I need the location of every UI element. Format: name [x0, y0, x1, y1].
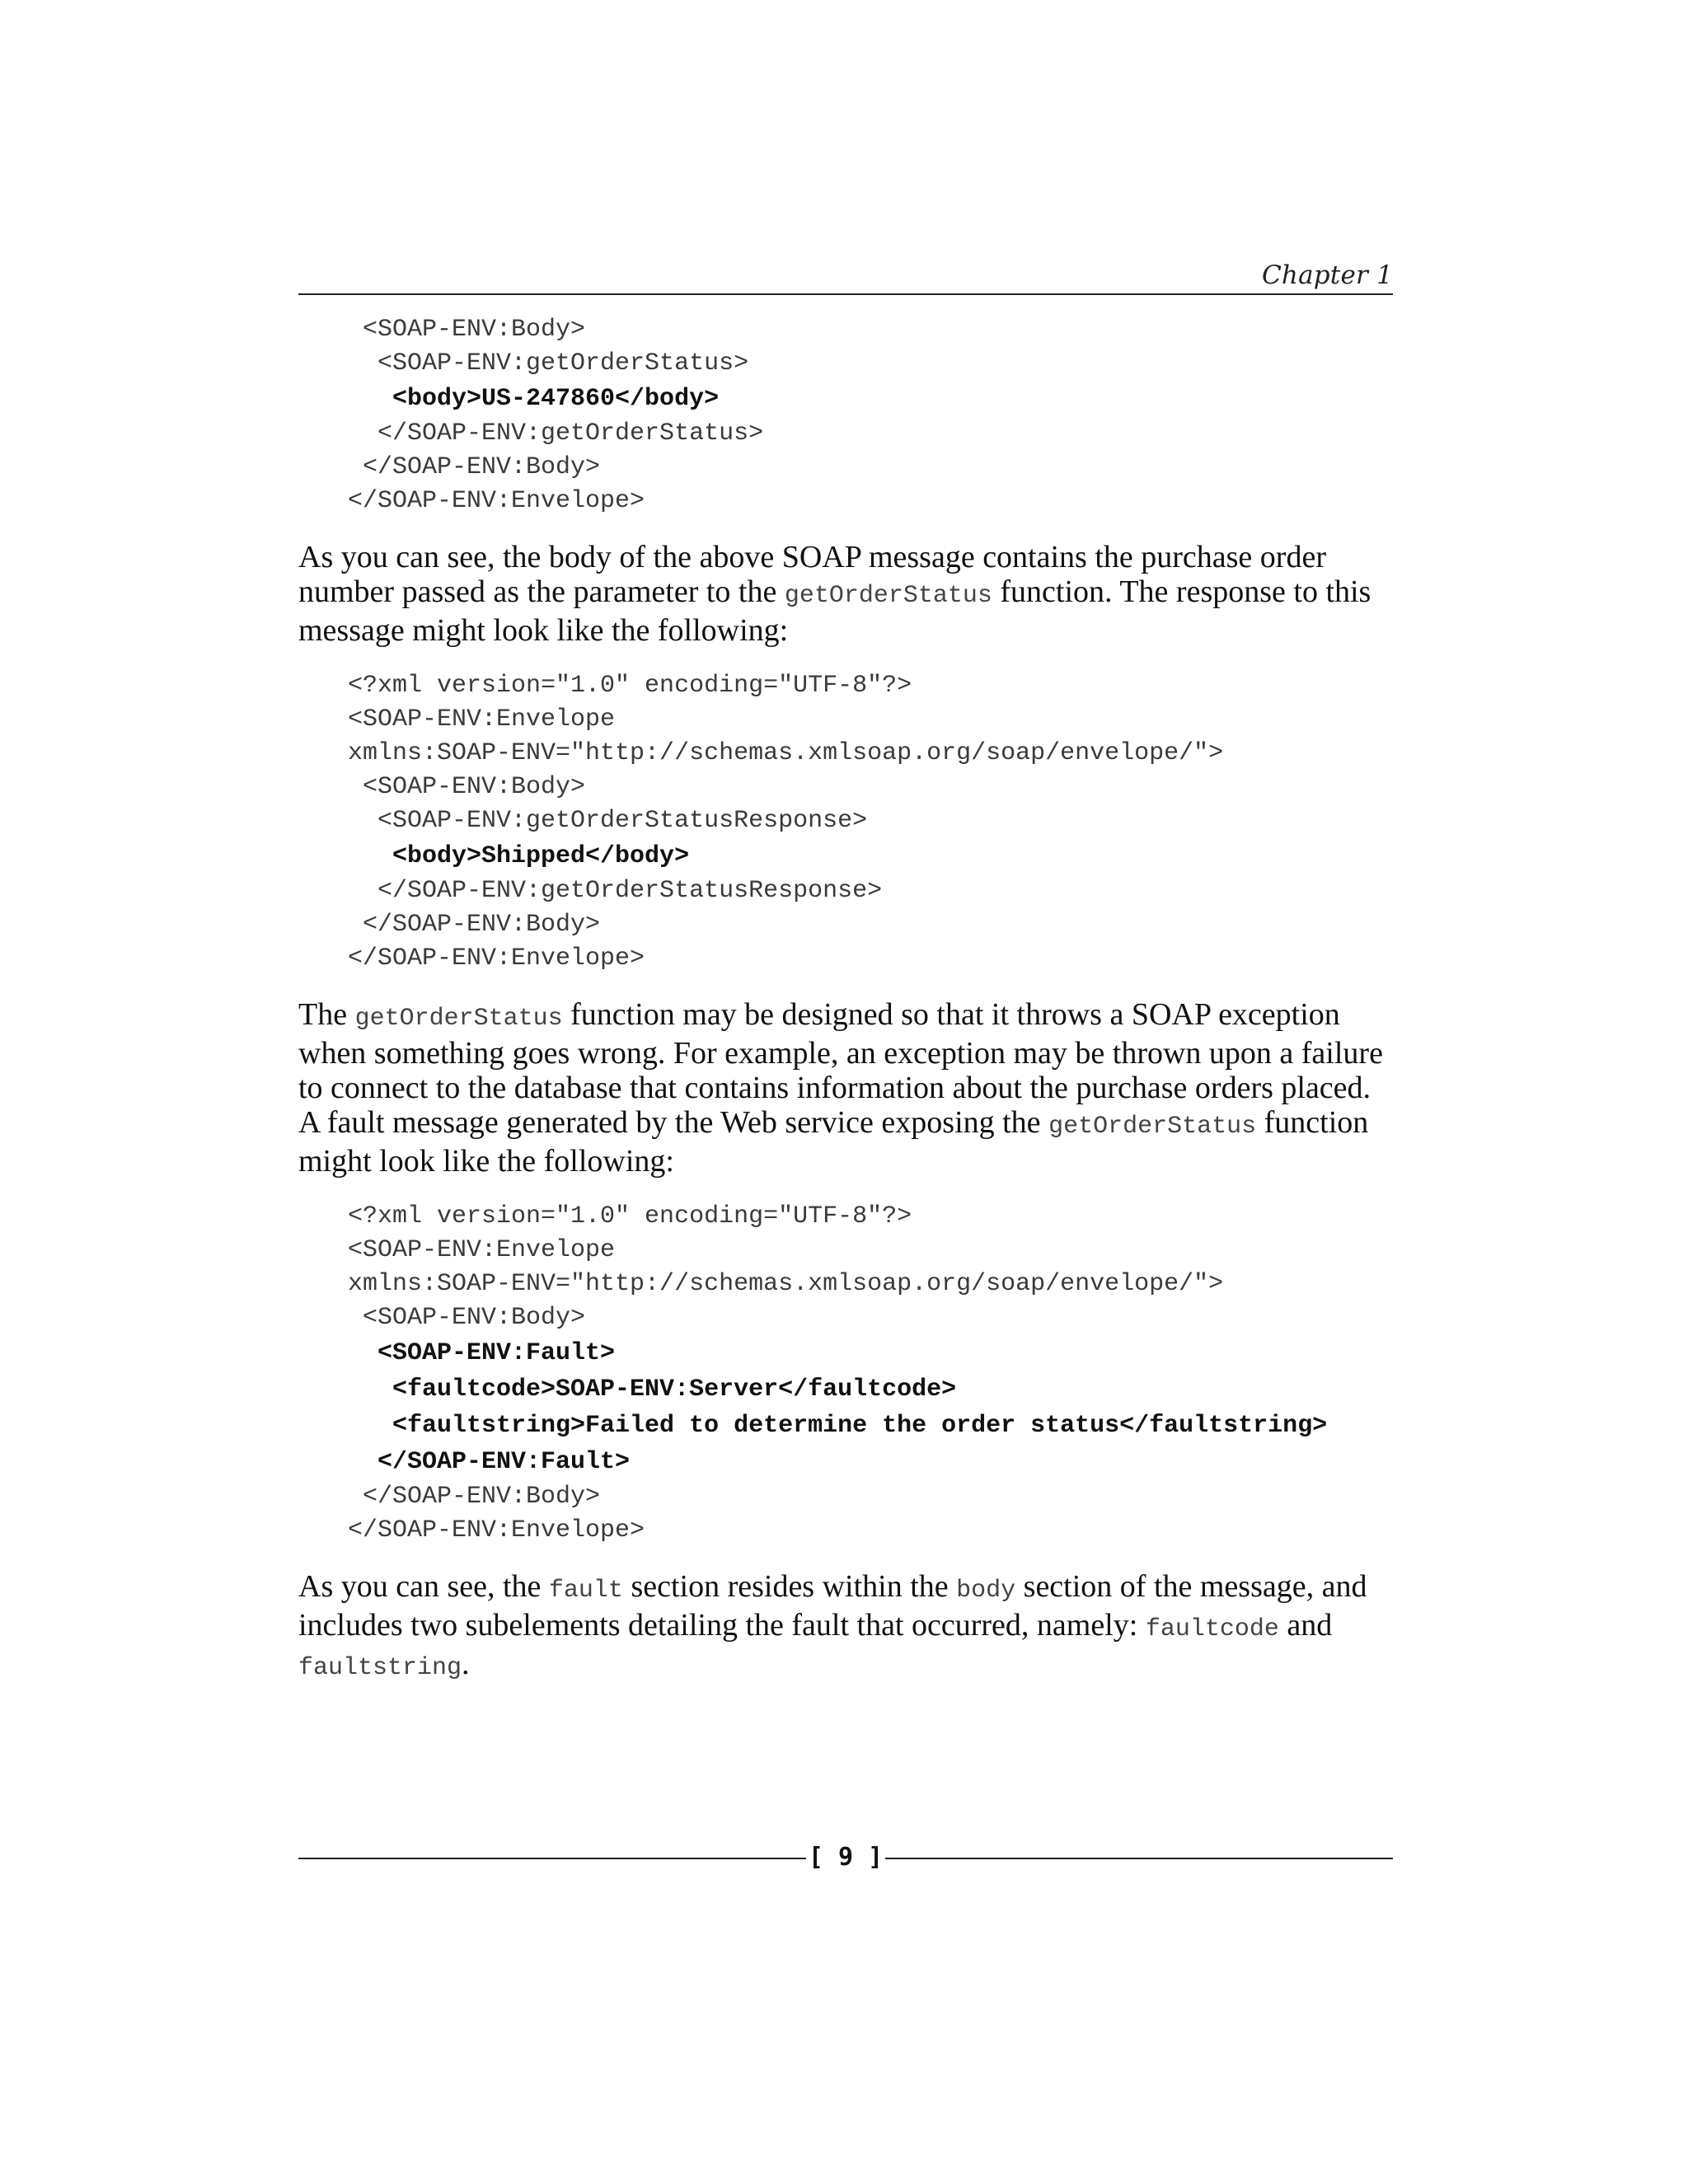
- inline-code: body: [956, 1577, 1016, 1605]
- text: As you can see, the body of the above SOAP message contains the purchase order number passed as the parameter to the: [298, 540, 1326, 609]
- header-rule: [298, 293, 1393, 295]
- code-line: <SOAP-ENV:getOrderStatusResponse>: [348, 807, 868, 835]
- code-line-highlighted: <faultcode>SOAP-ENV:Server</faultcode>: [348, 1376, 957, 1404]
- code-line: <SOAP-ENV:Body>: [348, 773, 586, 801]
- code-line: <SOAP-ENV:Envelope: [348, 705, 616, 733]
- page-footer: [298, 1841, 1393, 1874]
- footer-rule-left: [298, 1858, 806, 1859]
- code-line: </SOAP-ENV:getOrderStatusResponse>: [348, 877, 883, 905]
- code-line: <?xml version="1.0" encoding="UTF-8"?>: [348, 1202, 912, 1230]
- footer-rule-right: [885, 1858, 1393, 1859]
- page-number: [ 9 ]: [808, 1843, 884, 1872]
- code-line: <SOAP-ENV:Envelope: [348, 1236, 616, 1264]
- code-line-highlighted: <body>US-247860</body>: [348, 385, 720, 413]
- text: .: [462, 1647, 470, 1681]
- text: As you can see, the: [298, 1569, 549, 1604]
- page-content: [298, 313, 1393, 1685]
- code-block-request-body: [298, 313, 1393, 518]
- text: section of the message, and includes two subelements detailing the fault that occurred, namely:: [298, 1569, 1367, 1643]
- book-page: [298, 0, 1393, 2184]
- code-line: <SOAP-ENV:Body>: [348, 1304, 586, 1332]
- inline-code: faultstring: [298, 1654, 462, 1682]
- code-line: </SOAP-ENV:getOrderStatus>: [348, 419, 764, 448]
- code-line: </SOAP-ENV:Envelope>: [348, 487, 645, 515]
- inline-code: faultcode: [1145, 1615, 1279, 1643]
- text: The: [298, 997, 355, 1032]
- code-line-highlighted: <SOAP-ENV:Fault>: [348, 1339, 616, 1367]
- code-line: </SOAP-ENV:Body>: [348, 453, 601, 481]
- text: section resides within the: [622, 1569, 957, 1604]
- text: function may be designed so that it throws a SOAP exception when something goes wrong. For example, an exception may be thrown upon a failure to connect to the database that contains information about the purchase orders placed. A fault message generated by the Web service exposing the: [298, 997, 1383, 1140]
- code-line-highlighted: <faultstring>Failed to determine the order status</faultstring>: [348, 1412, 1328, 1440]
- inline-code: getOrderStatus: [784, 582, 992, 610]
- code-line: <?xml version="1.0" encoding="UTF-8"?>: [348, 672, 912, 700]
- code-block-response: [298, 669, 1393, 976]
- code-line: <SOAP-ENV:Body>: [348, 316, 586, 344]
- inline-code: fault: [548, 1577, 623, 1605]
- running-head: Chapter 1: [1261, 260, 1393, 290]
- text: function. The response to this message might look like the following:: [298, 574, 1372, 648]
- paragraph-request-explanation: [298, 540, 1393, 648]
- code-block-fault: [298, 1200, 1393, 1548]
- code-line: xmlns:SOAP-ENV="http://schemas.xmlsoap.org/soap/envelope/">: [348, 739, 1224, 767]
- code-line: </SOAP-ENV:Envelope>: [348, 944, 645, 972]
- code-line: <SOAP-ENV:getOrderStatus>: [348, 349, 749, 377]
- code-line-highlighted: </SOAP-ENV:Fault>: [348, 1448, 631, 1476]
- paragraph-exception-explanation: [298, 997, 1393, 1179]
- code-line: </SOAP-ENV:Body>: [348, 911, 601, 939]
- code-line-highlighted: <body>Shipped</body>: [348, 842, 690, 870]
- inline-code: getOrderStatus: [354, 1005, 563, 1033]
- text: and: [1278, 1608, 1333, 1643]
- inline-code: getOrderStatus: [1048, 1113, 1257, 1141]
- code-line: </SOAP-ENV:Envelope>: [348, 1516, 645, 1544]
- paragraph-fault-explanation: [298, 1569, 1393, 1685]
- text: function might look like the following:: [298, 1105, 1369, 1179]
- code-line: xmlns:SOAP-ENV="http://schemas.xmlsoap.org/soap/envelope/">: [348, 1270, 1224, 1298]
- code-line: </SOAP-ENV:Body>: [348, 1483, 601, 1511]
